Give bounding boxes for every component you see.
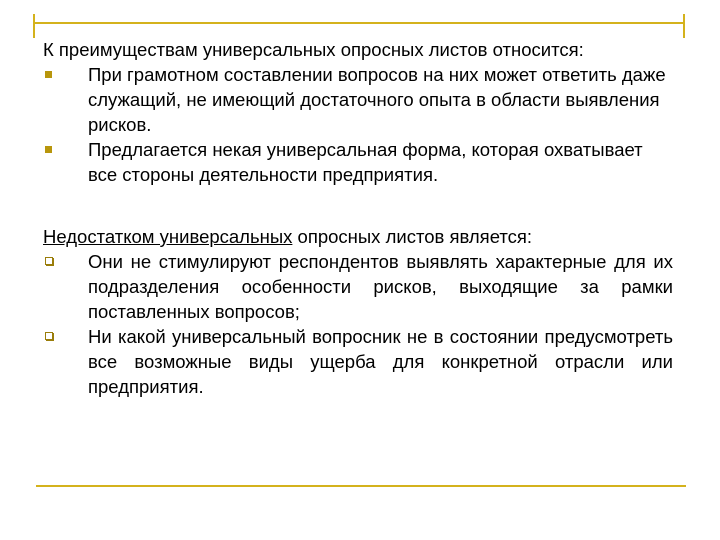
advantage-text-2: Предлагается некая универсальная форма, которая охватывает все стороны деятельности предприятия.: [88, 139, 643, 185]
slide-content: [43, 37, 673, 399]
disadvantages-intro-underlined: Недостатком универсальных: [43, 226, 293, 247]
list-item: [43, 62, 673, 137]
list-item: [43, 249, 673, 324]
frame-top-rule: [33, 22, 685, 24]
advantages-intro: К преимуществам универсальных опросных листов относится:: [43, 39, 584, 60]
frame-right-rule: [683, 14, 685, 38]
frame-left-rule: [33, 14, 35, 38]
disadvantages-intro-rest: опросных листов является:: [292, 226, 533, 247]
section-gap: [43, 187, 673, 224]
frame-bottom-rule: [36, 485, 686, 487]
disadvantage-text-2: Ни какой универсальный вопросник не в состоянии предусмотреть все возможные виды ущерба для конкретной отрасли или предприятия.: [88, 326, 673, 397]
hollow-square-bullet-icon: [45, 257, 53, 265]
list-item: [43, 137, 673, 187]
disadvantages-list: [43, 249, 673, 399]
square-bullet-icon: [45, 146, 52, 153]
disadvantages-intro: [43, 224, 673, 249]
advantage-text-1: При грамотном составлении вопросов на них может ответить даже служащий, не имеющий достаточного опыта в области выявления рисков.: [88, 64, 666, 135]
disadvantage-text-1: Они не стимулируют респондентов выявлять характерные для их подразделения особенности рисков, выходящие за рамки поставленных вопросов;: [88, 251, 673, 322]
advantages-list: [43, 62, 673, 187]
list-item: [43, 324, 673, 399]
hollow-square-bullet-icon: [45, 332, 53, 340]
square-bullet-icon: [45, 71, 52, 78]
